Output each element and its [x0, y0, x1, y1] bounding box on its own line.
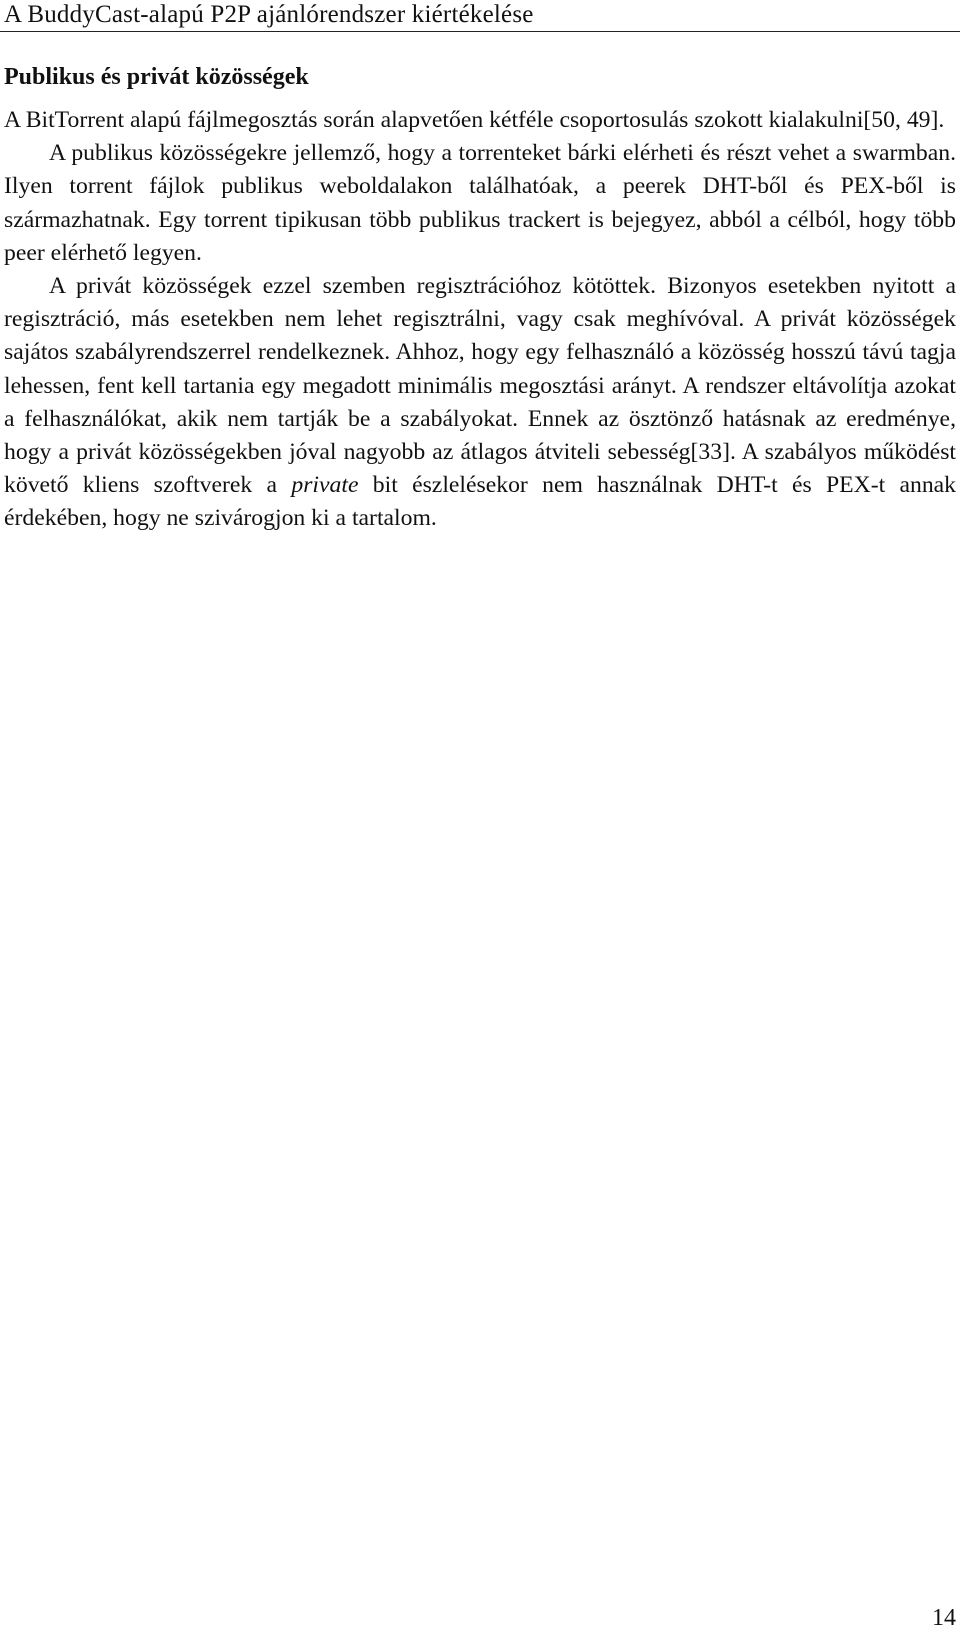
section-title: Publikus és privát közösségek [4, 64, 309, 90]
running-header-title: A BuddyCast-alapú P2P ajánlórendszer kiértékelése [4, 1, 534, 28]
paragraph-private-text-start: A privát közösségek ezzel szemben regisztrációhoz kötöttek. Bizonyos esetekben nyitott a regisztráció, más esetekben nem lehet regisztrálni, vagy csak meghívóval. A privát közösségek sajátos szabályrendszerrel rendelkeznek. Ahhoz, hogy egy felhasználó a közösség hosszú távú tagja lehessen, fent kell tartania egy megadott minimális megosztási arányt. A rendszer eltávolítja azokat a felhasználókat, akik nem tartják be a szabályokat. Ennek az ösztönző hatásnak az eredménye, hogy a privát közösségekben jóval nagyobb az átlagos átviteli sebesség[33]. A szabályos működést követő kliens szoftverek a [4, 273, 956, 499]
paragraph-private-text-end: bit észlelésekor nem használnak DHT-t és PEX-t annak érdekében, hogy ne szivárogjon ki a tartalom. [4, 472, 957, 532]
private-flag-term: private [291, 472, 359, 499]
paragraph-intro: A BitTorrent alapú fájlmegosztás során alapvetően kétféle csoportosulás szokott kialakulni[50, 49]. [4, 107, 945, 133]
running-header [0, 0, 960, 32]
page-body [4, 60, 956, 536]
paragraph-private-communities [4, 270, 956, 536]
page-number: 14 [932, 1605, 956, 1631]
paragraph-public-communities: A publikus közösségekre jellemző, hogy a torrenteket bárki elérheti és részt vehet a swarmban. Ilyen torrent fájlok publikus weboldalakon találhatóak, a peerek DHT-ből és PEX-ből is származhatnak. Egy torrent tipikusan több publikus trackert is bejegyez, abból a célból, hogy több peer elérhető legyen. [4, 140, 956, 266]
